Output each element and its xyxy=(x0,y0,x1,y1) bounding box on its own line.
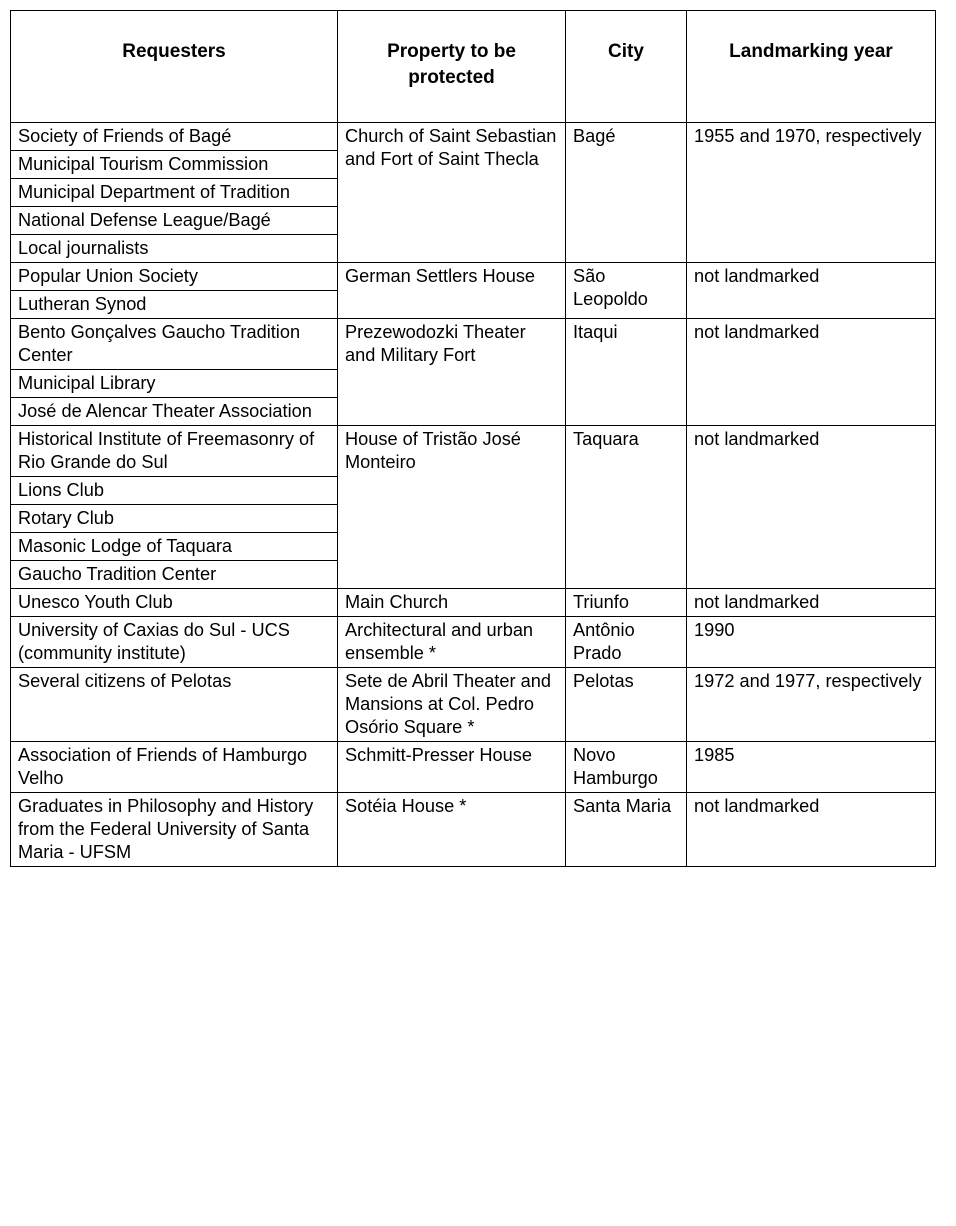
requesters-cell xyxy=(11,319,338,426)
table-body xyxy=(11,123,936,867)
requester-item: Municipal Tourism Commission xyxy=(11,150,337,178)
table-row xyxy=(11,793,936,867)
requester-item: Masonic Lodge of Taquara xyxy=(11,532,337,560)
city-cell: Triunfo xyxy=(566,589,687,617)
requesters-cell xyxy=(11,742,338,793)
city-cell: São Leopoldo xyxy=(566,263,687,319)
city-cell: Itaqui xyxy=(566,319,687,426)
header-row xyxy=(11,11,936,123)
city-cell: Pelotas xyxy=(566,668,687,742)
landmarking-year-cell: not landmarked xyxy=(687,263,936,319)
requester-item: Lions Club xyxy=(11,476,337,504)
property-cell: Church of Saint Sebastian and Fort of Saint Thecla xyxy=(338,123,566,263)
header-city: City xyxy=(566,11,687,123)
requester-item: National Defense League/Bagé xyxy=(11,206,337,234)
requester-item: Historical Institute of Freemasonry of Rio Grande do Sul xyxy=(18,429,315,472)
landmarking-year-cell: not landmarked xyxy=(687,426,936,589)
city-cell: Antônio Prado xyxy=(566,617,687,668)
table-row xyxy=(11,742,936,793)
landmarking-year-cell: 1985 xyxy=(687,742,936,793)
city-cell: Bagé xyxy=(566,123,687,263)
landmarking-year-cell: 1955 and 1970, respectively xyxy=(687,123,936,263)
requester-item: Unesco Youth Club xyxy=(18,592,173,612)
requester-item: Municipal Library xyxy=(11,369,337,397)
header-property: Property to be protected xyxy=(338,11,566,123)
requester-item: Municipal Department of Tradition xyxy=(11,178,337,206)
header-landmarking-year: Landmarking year xyxy=(687,11,936,123)
requester-item: Rotary Club xyxy=(11,504,337,532)
property-cell: Prezewodozki Theater and Military Fort xyxy=(338,319,566,426)
property-cell: German Settlers House xyxy=(338,263,566,319)
requesters-cell xyxy=(11,123,338,263)
landmarking-year-cell: not landmarked xyxy=(687,319,936,426)
table-row xyxy=(11,123,936,263)
requesters-cell xyxy=(11,793,338,867)
table-row xyxy=(11,263,936,319)
property-cell: Schmitt-Presser House xyxy=(338,742,566,793)
requesters-cell xyxy=(11,426,338,589)
landmarking-year-cell: 1990 xyxy=(687,617,936,668)
landmarking-year-cell: 1972 and 1977, respectively xyxy=(687,668,936,742)
requester-item: Society of Friends of Bagé xyxy=(18,126,232,146)
requester-item: Several citizens of Pelotas xyxy=(18,671,232,691)
header-requesters: Requesters xyxy=(11,11,338,123)
requester-item: Bento Gonçalves Gaucho Tradition Center xyxy=(18,322,301,365)
requester-item: University of Caxias do Sul - UCS (community institute) xyxy=(18,620,290,663)
table-row xyxy=(11,319,936,426)
property-cell: Architectural and urban ensemble * xyxy=(338,617,566,668)
table-row xyxy=(11,668,936,742)
requester-item: Graduates in Philosophy and History from the Federal University of Santa Maria - UFSM xyxy=(18,796,314,862)
table-row xyxy=(11,617,936,668)
property-cell: House of Tristão José Monteiro xyxy=(338,426,566,589)
property-cell: Sotéia House * xyxy=(338,793,566,867)
requesters-cell xyxy=(11,589,338,617)
table-row xyxy=(11,589,936,617)
requester-item: Local journalists xyxy=(11,234,337,262)
requester-item: Gaucho Tradition Center xyxy=(11,560,337,588)
table-header xyxy=(11,11,936,123)
city-cell: Novo Hamburgo xyxy=(566,742,687,793)
property-cell: Main Church xyxy=(338,589,566,617)
city-cell: Taquara xyxy=(566,426,687,589)
landmarking-table xyxy=(10,10,936,867)
landmarking-year-cell: not landmarked xyxy=(687,793,936,867)
requester-item: Popular Union Society xyxy=(18,266,198,286)
requester-item: José de Alencar Theater Association xyxy=(11,397,337,425)
landmarking-year-cell: not landmarked xyxy=(687,589,936,617)
requester-item: Association of Friends of Hamburgo Velho xyxy=(18,745,308,788)
table-row xyxy=(11,426,936,589)
requesters-cell xyxy=(11,668,338,742)
requesters-cell xyxy=(11,263,338,319)
city-cell: Santa Maria xyxy=(566,793,687,867)
requester-item: Lutheran Synod xyxy=(11,290,337,318)
property-cell: Sete de Abril Theater and Mansions at Col. Pedro Osório Square * xyxy=(338,668,566,742)
requesters-cell xyxy=(11,617,338,668)
